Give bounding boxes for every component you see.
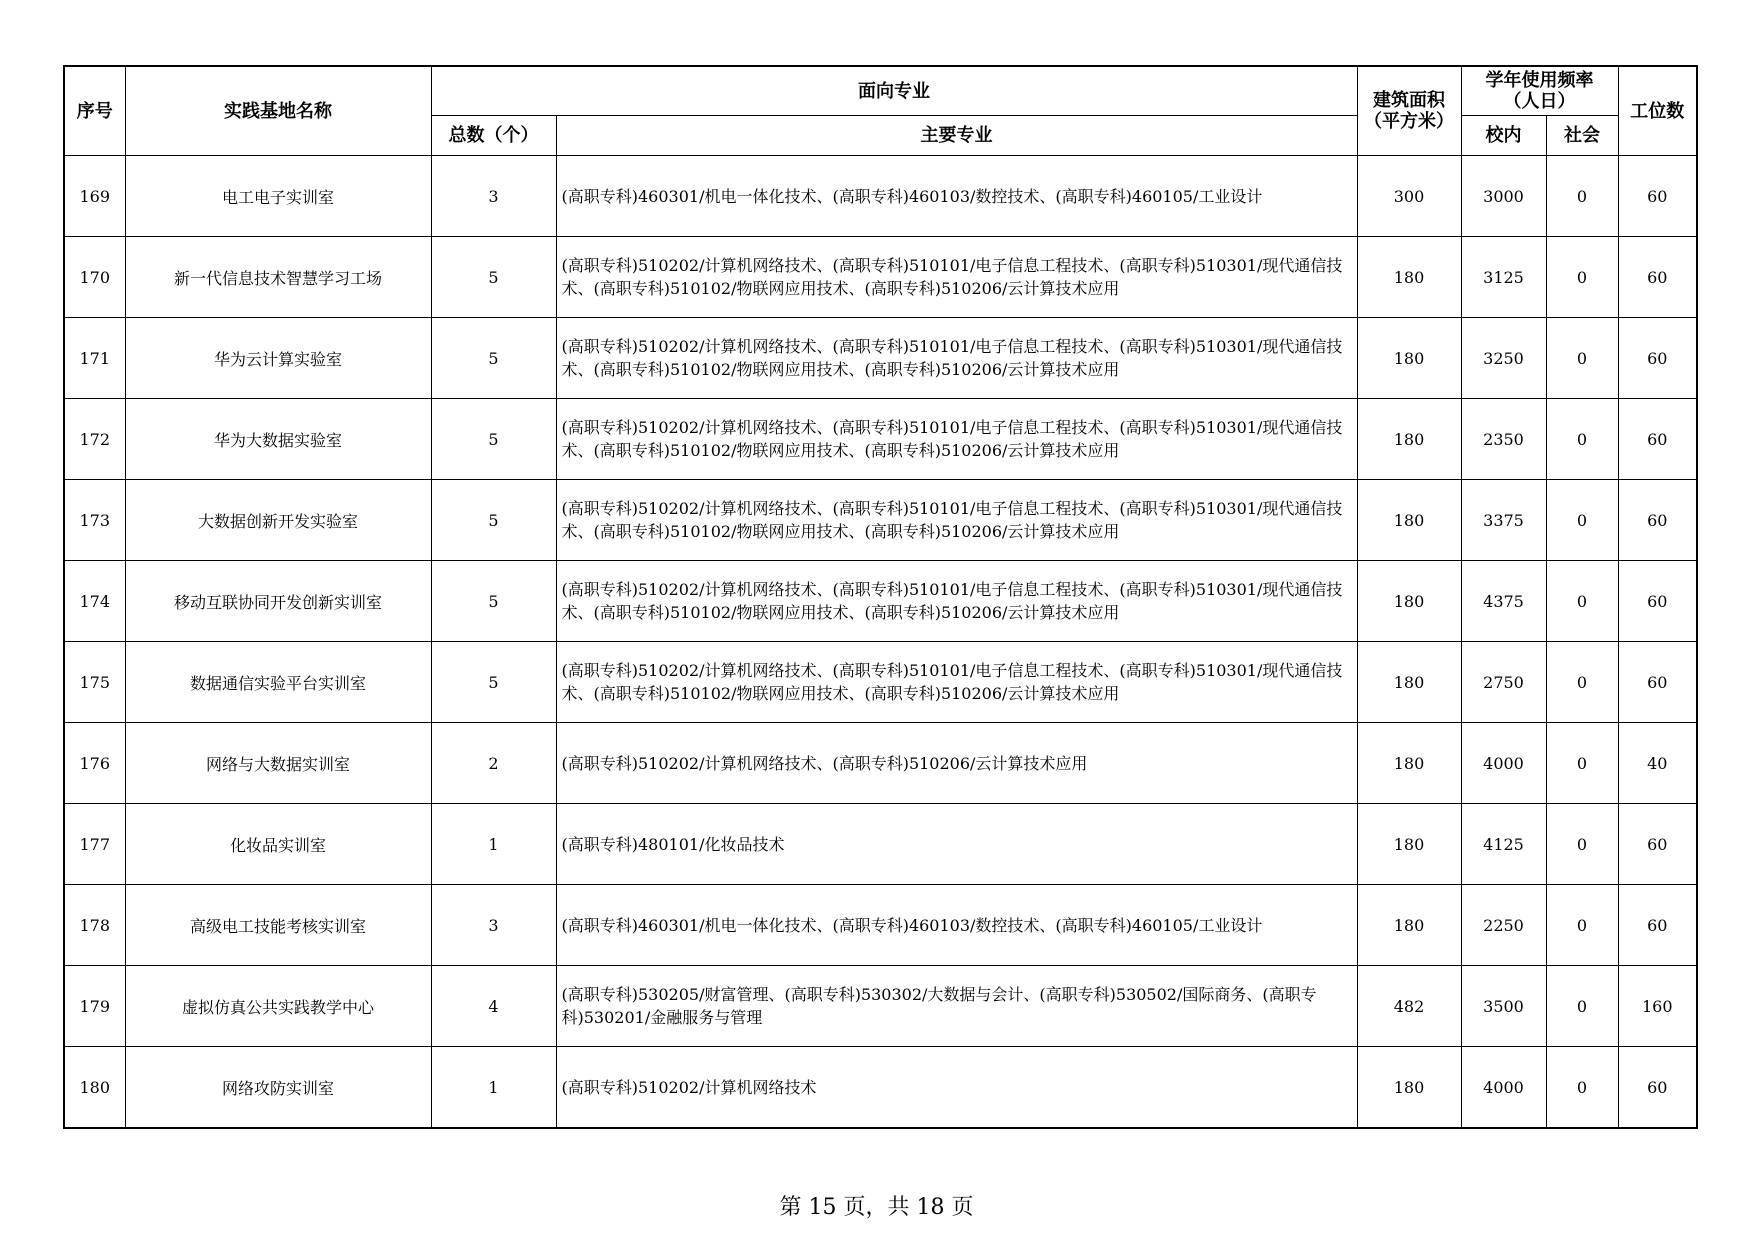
cell-stations: 60 bbox=[1618, 885, 1697, 966]
cell-campus-frequency: 4000 bbox=[1461, 1047, 1546, 1129]
cell-majors: (高职专科)460301/机电一体化技术、(高职专科)460103/数控技术、(高职专科)460105/工业设计 bbox=[556, 156, 1357, 237]
header-campus: 校内 bbox=[1461, 116, 1546, 156]
table-row bbox=[64, 804, 1697, 885]
cell-name: 网络攻防实训室 bbox=[125, 1047, 431, 1129]
table-row bbox=[64, 318, 1697, 399]
table-row bbox=[64, 723, 1697, 804]
cell-total: 5 bbox=[431, 399, 556, 480]
cell-area: 180 bbox=[1357, 1047, 1461, 1129]
cell-seq: 169 bbox=[64, 156, 125, 237]
table-row bbox=[64, 237, 1697, 318]
cell-seq: 171 bbox=[64, 318, 125, 399]
cell-area: 482 bbox=[1357, 966, 1461, 1047]
cell-society-frequency: 0 bbox=[1546, 237, 1618, 318]
cell-majors: (高职专科)510202/计算机网络技术、(高职专科)510101/电子信息工程技术、(高职专科)510301/现代通信技术、(高职专科)510102/物联网应用技术、(高职专科)510206/云计算技术应用 bbox=[556, 642, 1357, 723]
cell-area: 180 bbox=[1357, 885, 1461, 966]
table-row bbox=[64, 642, 1697, 723]
header-row-top bbox=[64, 66, 1697, 116]
cell-majors: (高职专科)510202/计算机网络技术、(高职专科)510101/电子信息工程技术、(高职专科)510301/现代通信技术、(高职专科)510102/物联网应用技术、(高职专科)510206/云计算技术应用 bbox=[556, 318, 1357, 399]
cell-stations: 60 bbox=[1618, 480, 1697, 561]
cell-campus-frequency: 2750 bbox=[1461, 642, 1546, 723]
cell-total: 5 bbox=[431, 642, 556, 723]
cell-campus-frequency: 4125 bbox=[1461, 804, 1546, 885]
header-stations: 工位数 bbox=[1618, 66, 1697, 156]
header-seq: 序号 bbox=[64, 66, 125, 156]
cell-majors: (高职专科)460301/机电一体化技术、(高职专科)460103/数控技术、(高职专科)460105/工业设计 bbox=[556, 885, 1357, 966]
cell-seq: 170 bbox=[64, 237, 125, 318]
cell-total: 5 bbox=[431, 480, 556, 561]
cell-campus-frequency: 3375 bbox=[1461, 480, 1546, 561]
cell-seq: 175 bbox=[64, 642, 125, 723]
cell-campus-frequency: 2250 bbox=[1461, 885, 1546, 966]
cell-area: 180 bbox=[1357, 318, 1461, 399]
cell-name: 华为大数据实验室 bbox=[125, 399, 431, 480]
cell-society-frequency: 0 bbox=[1546, 885, 1618, 966]
cell-stations: 60 bbox=[1618, 642, 1697, 723]
cell-campus-frequency: 4375 bbox=[1461, 561, 1546, 642]
header-frequency-group: 学年使用频率（人日） bbox=[1461, 66, 1618, 116]
table-row bbox=[64, 885, 1697, 966]
cell-majors: (高职专科)480101/化妆品技术 bbox=[556, 804, 1357, 885]
cell-total: 5 bbox=[431, 561, 556, 642]
cell-campus-frequency: 3000 bbox=[1461, 156, 1546, 237]
cell-campus-frequency: 2350 bbox=[1461, 399, 1546, 480]
cell-name: 移动互联协同开发创新实训室 bbox=[125, 561, 431, 642]
table-row bbox=[64, 480, 1697, 561]
table-row bbox=[64, 1047, 1697, 1129]
cell-society-frequency: 0 bbox=[1546, 480, 1618, 561]
cell-total: 5 bbox=[431, 237, 556, 318]
cell-name: 网络与大数据实训室 bbox=[125, 723, 431, 804]
cell-name: 虚拟仿真公共实践教学中心 bbox=[125, 966, 431, 1047]
cell-society-frequency: 0 bbox=[1546, 966, 1618, 1047]
header-major-group: 面向专业 bbox=[431, 66, 1357, 116]
header-total: 总数（个） bbox=[431, 116, 556, 156]
cell-name: 电工电子实训室 bbox=[125, 156, 431, 237]
cell-total: 5 bbox=[431, 318, 556, 399]
cell-society-frequency: 0 bbox=[1546, 642, 1618, 723]
cell-name: 新一代信息技术智慧学习工场 bbox=[125, 237, 431, 318]
footer-total-pages: 18 bbox=[916, 1195, 945, 1220]
footer-prefix: 第 bbox=[779, 1195, 802, 1220]
header-main-major: 主要专业 bbox=[556, 116, 1357, 156]
cell-seq: 173 bbox=[64, 480, 125, 561]
cell-majors: (高职专科)510202/计算机网络技术、(高职专科)510101/电子信息工程技术、(高职专科)510301/现代通信技术、(高职专科)510102/物联网应用技术、(高职专科)510206/云计算技术应用 bbox=[556, 399, 1357, 480]
header-area: 建筑面积（平方米） bbox=[1357, 66, 1461, 156]
cell-majors: (高职专科)510202/计算机网络技术、(高职专科)510101/电子信息工程技术、(高职专科)510301/现代通信技术、(高职专科)510102/物联网应用技术、(高职专科)510206/云计算技术应用 bbox=[556, 480, 1357, 561]
cell-area: 180 bbox=[1357, 804, 1461, 885]
cell-society-frequency: 0 bbox=[1546, 1047, 1618, 1129]
cell-stations: 60 bbox=[1618, 237, 1697, 318]
footer-mid: 页，共 bbox=[843, 1195, 910, 1220]
cell-seq: 176 bbox=[64, 723, 125, 804]
cell-society-frequency: 0 bbox=[1546, 723, 1618, 804]
table-row bbox=[64, 966, 1697, 1047]
cell-stations: 60 bbox=[1618, 318, 1697, 399]
cell-stations: 40 bbox=[1618, 723, 1697, 804]
cell-society-frequency: 0 bbox=[1546, 156, 1618, 237]
cell-area: 180 bbox=[1357, 723, 1461, 804]
cell-total: 2 bbox=[431, 723, 556, 804]
cell-area: 180 bbox=[1357, 642, 1461, 723]
cell-campus-frequency: 3500 bbox=[1461, 966, 1546, 1047]
cell-society-frequency: 0 bbox=[1546, 399, 1618, 480]
cell-society-frequency: 0 bbox=[1546, 804, 1618, 885]
cell-society-frequency: 0 bbox=[1546, 561, 1618, 642]
cell-area: 180 bbox=[1357, 237, 1461, 318]
cell-seq: 178 bbox=[64, 885, 125, 966]
cell-area: 180 bbox=[1357, 399, 1461, 480]
cell-name: 高级电工技能考核实训室 bbox=[125, 885, 431, 966]
cell-seq: 177 bbox=[64, 804, 125, 885]
cell-campus-frequency: 3250 bbox=[1461, 318, 1546, 399]
cell-campus-frequency: 4000 bbox=[1461, 723, 1546, 804]
cell-society-frequency: 0 bbox=[1546, 318, 1618, 399]
cell-majors: (高职专科)510202/计算机网络技术、(高职专科)510101/电子信息工程技术、(高职专科)510301/现代通信技术、(高职专科)510102/物联网应用技术、(高职专科)510206/云计算技术应用 bbox=[556, 237, 1357, 318]
cell-stations: 60 bbox=[1618, 399, 1697, 480]
cell-seq: 179 bbox=[64, 966, 125, 1047]
cell-stations: 160 bbox=[1618, 966, 1697, 1047]
cell-stations: 60 bbox=[1618, 1047, 1697, 1129]
cell-total: 3 bbox=[431, 156, 556, 237]
cell-area: 180 bbox=[1357, 480, 1461, 561]
cell-total: 4 bbox=[431, 966, 556, 1047]
cell-name: 华为云计算实验室 bbox=[125, 318, 431, 399]
page-footer bbox=[0, 1190, 1753, 1221]
cell-total: 1 bbox=[431, 804, 556, 885]
cell-campus-frequency: 3125 bbox=[1461, 237, 1546, 318]
cell-total: 3 bbox=[431, 885, 556, 966]
cell-total: 1 bbox=[431, 1047, 556, 1129]
cell-name: 大数据创新开发实验室 bbox=[125, 480, 431, 561]
cell-seq: 180 bbox=[64, 1047, 125, 1129]
table-row bbox=[64, 561, 1697, 642]
practice-base-table bbox=[63, 65, 1698, 1129]
cell-majors: (高职专科)530205/财富管理、(高职专科)530302/大数据与会计、(高职专科)530502/国际商务、(高职专科)530201/金融服务与管理 bbox=[556, 966, 1357, 1047]
cell-majors: (高职专科)510202/计算机网络技术 bbox=[556, 1047, 1357, 1129]
table-row bbox=[64, 399, 1697, 480]
header-name: 实践基地名称 bbox=[125, 66, 431, 156]
cell-area: 300 bbox=[1357, 156, 1461, 237]
table-row bbox=[64, 156, 1697, 237]
cell-seq: 174 bbox=[64, 561, 125, 642]
cell-majors: (高职专科)510202/计算机网络技术、(高职专科)510101/电子信息工程技术、(高职专科)510301/现代通信技术、(高职专科)510102/物联网应用技术、(高职专科)510206/云计算技术应用 bbox=[556, 561, 1357, 642]
cell-area: 180 bbox=[1357, 561, 1461, 642]
table-body bbox=[64, 156, 1697, 1129]
cell-stations: 60 bbox=[1618, 804, 1697, 885]
cell-majors: (高职专科)510202/计算机网络技术、(高职专科)510206/云计算技术应用 bbox=[556, 723, 1357, 804]
cell-seq: 172 bbox=[64, 399, 125, 480]
header-society: 社会 bbox=[1546, 116, 1618, 156]
cell-stations: 60 bbox=[1618, 156, 1697, 237]
cell-name: 化妆品实训室 bbox=[125, 804, 431, 885]
footer-suffix: 页 bbox=[951, 1195, 974, 1220]
cell-name: 数据通信实验平台实训室 bbox=[125, 642, 431, 723]
footer-current-page: 15 bbox=[808, 1195, 837, 1220]
cell-stations: 60 bbox=[1618, 561, 1697, 642]
